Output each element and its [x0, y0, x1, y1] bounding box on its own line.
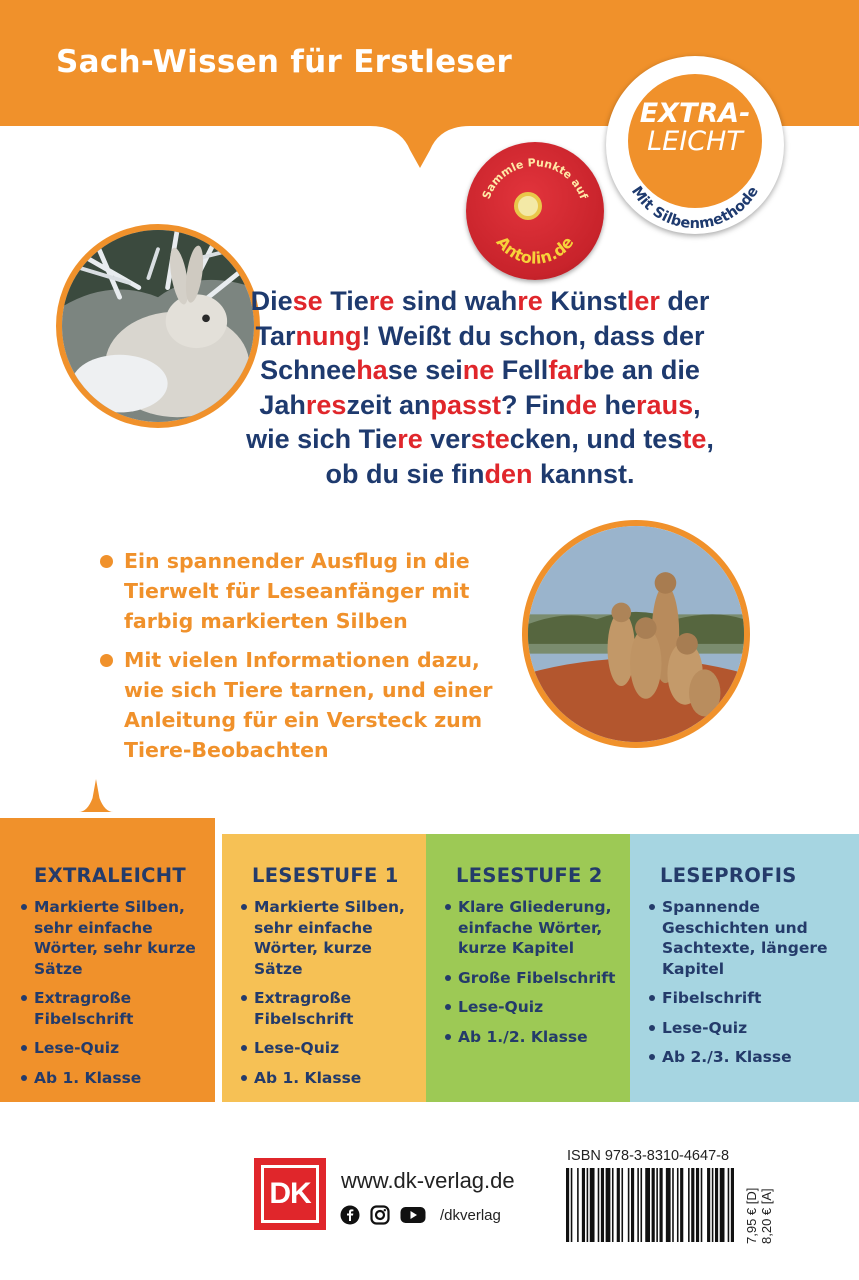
series-title: Sach-Wissen für Erstleser — [56, 44, 513, 80]
barcode-bar — [652, 1168, 655, 1242]
level-title: LESESTUFE 1 — [252, 864, 399, 887]
syllable-text: he — [597, 389, 637, 420]
barcode-bar — [601, 1168, 604, 1242]
syllable-highlight: re — [397, 424, 423, 454]
syllable-text: wie sich Tie — [246, 424, 398, 454]
syllable-text: ! Weißt du schon, dass der — [361, 320, 705, 351]
syllable-text: ? Fin — [501, 389, 566, 420]
instagram-icon[interactable] — [370, 1205, 390, 1225]
intro-line — [180, 319, 780, 354]
syllable-text: , — [706, 424, 714, 454]
barcode-bar — [691, 1168, 694, 1242]
intro-text — [180, 284, 780, 491]
svg-text:Sammle Punkte auf: Sammle Punkte auf — [479, 156, 591, 201]
feature-bullets — [100, 546, 520, 774]
level-leseprofis — [630, 834, 859, 1102]
syllable-text: ob du sie fin — [325, 458, 485, 489]
feature-bullet — [100, 546, 520, 636]
syllable-text: sind wah — [394, 286, 518, 316]
syllable-text: Die — [250, 286, 293, 316]
barcode-bar — [660, 1168, 663, 1242]
meerkat-photo — [522, 520, 750, 748]
price-text — [744, 1148, 774, 1244]
barcode-bar — [720, 1168, 725, 1242]
level-item: Markierte Silben, sehr einfache Wörter, kurze Sätze — [222, 897, 426, 979]
barcode-bar — [701, 1168, 703, 1242]
barcode-bar — [677, 1168, 679, 1242]
syllable-highlight: ler — [626, 286, 660, 316]
intro-line — [180, 457, 780, 492]
syllable-highlight: den — [484, 458, 533, 489]
level-lesestufe-1 — [222, 834, 426, 1102]
level-item: Ab 2./3. Klasse — [630, 1047, 859, 1068]
syllable-text: be an die — [582, 355, 700, 385]
intro-line — [180, 284, 780, 319]
intro-line — [180, 388, 780, 423]
feature-bullet-text: Mit vielen Informationen dazu, wie sich Tiere tarnen, und einer Anleitung für ein Versteck zum Tiere-Beobachten — [124, 648, 493, 762]
level-item: Fibelschrift — [630, 988, 859, 1009]
barcode-bar — [712, 1168, 714, 1242]
syllable-text: der — [659, 286, 710, 316]
barcode-bar — [728, 1168, 730, 1242]
level-title: LESESTUFE 2 — [456, 864, 603, 887]
barcode-bar — [628, 1168, 630, 1242]
level-extraleicht — [0, 818, 215, 1102]
antolin-sticker — [466, 142, 604, 280]
bullet-dot-icon — [100, 555, 113, 568]
level-lesestufe-2 — [426, 834, 630, 1102]
syllable-highlight: res — [305, 389, 347, 420]
dk-logo — [254, 1158, 326, 1230]
level-item: Lese-Quiz — [0, 1038, 215, 1059]
level-item: Große Fibelschrift — [426, 968, 630, 989]
barcode-bar — [571, 1168, 573, 1242]
intro-line — [180, 353, 780, 388]
level-item: Lese-Quiz — [426, 997, 630, 1018]
isbn-number: ISBN 978-3-8310-4647-8 — [567, 1148, 730, 1164]
price-info — [744, 1148, 776, 1244]
barcode-bar — [631, 1168, 634, 1242]
level-item: Ab 1./2. Klasse — [426, 1027, 630, 1048]
reading-levels — [0, 834, 859, 1102]
level-list — [222, 897, 426, 1088]
syllable-text: kannst. — [532, 458, 635, 489]
level-item: Extragroße Fibelschrift — [0, 988, 215, 1029]
level-item: Lese-Quiz — [222, 1038, 426, 1059]
syllable-highlight: far — [548, 355, 583, 385]
barcode-bar — [637, 1168, 639, 1242]
barcode-bar — [587, 1168, 589, 1242]
svg-text:Mit Silbenmethode: Mit Silbenmethode — [627, 183, 762, 233]
barcode-bar — [656, 1168, 658, 1242]
level-item: Ab 1. Klasse — [222, 1068, 426, 1089]
feature-bullet — [100, 645, 520, 765]
youtube-icon[interactable] — [400, 1205, 426, 1225]
syllable-text: Jah — [259, 389, 306, 420]
barcode-bar — [707, 1168, 710, 1242]
level-indicator-notch — [76, 772, 116, 812]
badge-line-1: EXTRA- — [639, 98, 751, 129]
facebook-icon[interactable] — [340, 1205, 360, 1225]
syllable-text: Künst — [542, 286, 627, 316]
syllable-text: cken, und tes — [509, 424, 683, 454]
bullet-dot-icon — [100, 654, 113, 667]
barcode-bar — [680, 1168, 683, 1242]
level-list — [426, 897, 630, 1047]
barcode-bar — [731, 1168, 734, 1242]
barcode — [566, 1168, 734, 1242]
level-item: Spannende Geschichten und Sachtexte, längere Kapitel — [630, 897, 859, 979]
barcode-bar — [582, 1168, 585, 1242]
syllable-highlight: passt — [430, 389, 502, 420]
level-item: Extragroße Fibelschrift — [222, 988, 426, 1029]
barcode-bar — [612, 1168, 614, 1242]
social-handle[interactable]: /dkverlag — [440, 1206, 501, 1224]
syllable-text: Schnee — [260, 355, 357, 385]
syllable-text: Tie — [322, 286, 369, 316]
level-item: Klare Gliederung, einfache Wörter, kurze Kapitel — [426, 897, 630, 959]
barcode-bar — [715, 1168, 718, 1242]
syllable-text: , — [693, 389, 701, 420]
syllable-text: Tar — [255, 320, 296, 351]
badge-arc-text — [606, 56, 784, 234]
barcode-bar — [577, 1168, 579, 1242]
website-link[interactable]: www.dk-verlag.de — [341, 1168, 515, 1193]
barcode-bar — [688, 1168, 690, 1242]
syllable-highlight: se — [292, 286, 323, 316]
syllable-highlight: raus — [636, 389, 694, 420]
syllable-highlight: de — [565, 389, 598, 420]
barcode-bar — [606, 1168, 611, 1242]
syllable-highlight: ste — [470, 424, 510, 454]
svg-text:Antolin.de: Antolin.de — [492, 232, 578, 268]
feature-bullet-text: Ein spannender Ausflug in die Tierwelt für Leseanfänger mit farbig markierten Silben — [124, 549, 470, 633]
level-title: LESEPROFIS — [660, 864, 797, 887]
barcode-bar — [621, 1168, 623, 1242]
barcode-bar — [672, 1168, 674, 1242]
barcode-bar — [666, 1168, 671, 1242]
syllable-text: ver — [422, 424, 471, 454]
syllable-text: se sei — [387, 355, 463, 385]
syllable-text: Fell — [494, 355, 549, 385]
level-list — [630, 897, 859, 1068]
antolin-center-dot — [514, 192, 542, 220]
syllable-highlight: te — [682, 424, 707, 454]
syllable-text: zeit an — [346, 389, 431, 420]
barcode-bar — [590, 1168, 595, 1242]
price-at: 8,20 € [A] — [759, 1188, 774, 1244]
price-de: 7,95 € [D] — [744, 1187, 759, 1244]
syllable-highlight: ha — [356, 355, 388, 385]
social-links — [340, 1205, 501, 1225]
syllable-highlight: re — [517, 286, 543, 316]
extra-leicht-badge — [606, 56, 784, 234]
barcode-bar — [696, 1168, 699, 1242]
level-item: Ab 1. Klasse — [0, 1068, 215, 1089]
syllable-highlight: nung — [295, 320, 362, 351]
syllable-highlight: ne — [462, 355, 495, 385]
level-item: Markierte Silben, sehr einfache Wörter, sehr kurze Sätze — [0, 897, 215, 979]
syllable-highlight: re — [368, 286, 395, 316]
dk-logo-text: DK — [261, 1165, 319, 1223]
barcode-bar — [617, 1168, 620, 1242]
level-list — [0, 897, 215, 1088]
barcode-bar — [645, 1168, 650, 1242]
badge-line-2: LEICHT — [647, 126, 743, 157]
barcode-bar — [598, 1168, 600, 1242]
level-item: Lese-Quiz — [630, 1018, 859, 1039]
intro-line — [180, 422, 780, 457]
barcode-bar — [566, 1168, 569, 1242]
barcode-bar — [640, 1168, 642, 1242]
level-title: EXTRALEICHT — [34, 864, 186, 887]
